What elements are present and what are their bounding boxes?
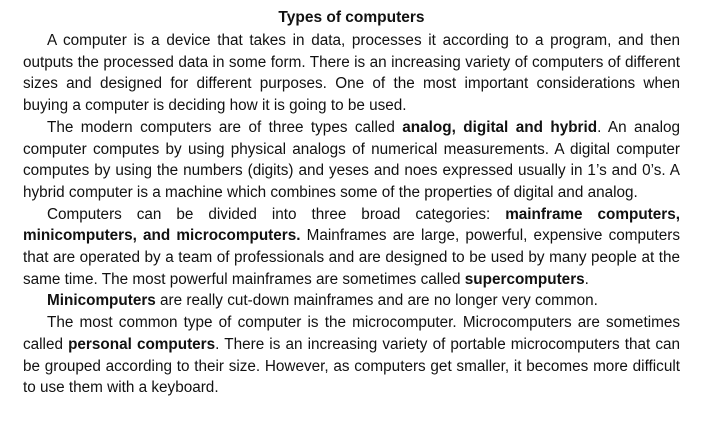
paragraph-categories-end: . (584, 270, 589, 288)
minicomputers-emphasis: Minicomputers (47, 292, 156, 310)
paragraph-categories (23, 204, 680, 291)
types-emphasis: analog, digital and hybrid (402, 118, 598, 136)
document-title: Types of computers (278, 9, 425, 26)
paragraph-minicomputers (23, 290, 680, 312)
paragraph-microcomputers-body: . There is an increasing variety of portable microcomputers that can be grouped according to their size. However, as computers get smaller, it becomes more difficult to use them with a keyboard. (23, 335, 681, 397)
paragraph-definition-text: A computer is a device that takes in data, processes it according to a program, and then outputs the processed data in some form. There is an increasing variety of computers of different sizes and designed for different purposes. One of the most important considerations when buying a computer is deciding how it is going to be used. (23, 32, 680, 115)
paragraph-definition (23, 30, 680, 117)
supercomputers-emphasis: supercomputers (464, 270, 585, 288)
personal-computers-emphasis: personal computers (68, 335, 216, 353)
paragraph-types-intro: The modern computers are of three types called (47, 118, 403, 136)
paragraph-minicomputers-body: are really cut-down mainframes and are no longer very common. (155, 292, 598, 310)
paragraph-categories-body: Mainframes are large, powerful, expensive computers that are operated by a team of professionals and are designed to be used by many people at the same time. The most powerful mainframes are sometimes called (23, 227, 680, 288)
paragraph-microcomputers (23, 312, 680, 399)
paragraph-types (23, 117, 680, 204)
paragraph-microcomputers-intro: The most common type of computer is the microcomputer. Microcomputers are sometimes called (23, 314, 680, 353)
paragraph-types-body: . An analog computer computes by using physical analogs of numerical measurements. A digital computer computes by using the numbers (digits) and yeses and noes expressed usually in 1’s and 0’s. A hybrid computer is a machine which combines some of the properties of digital and analog. (23, 118, 680, 201)
paragraph-categories-intro: Computers can be divided into three broad categories: (47, 205, 506, 223)
categories-emphasis: mainframe computers, minicomputers, and microcomputers. (23, 205, 680, 245)
